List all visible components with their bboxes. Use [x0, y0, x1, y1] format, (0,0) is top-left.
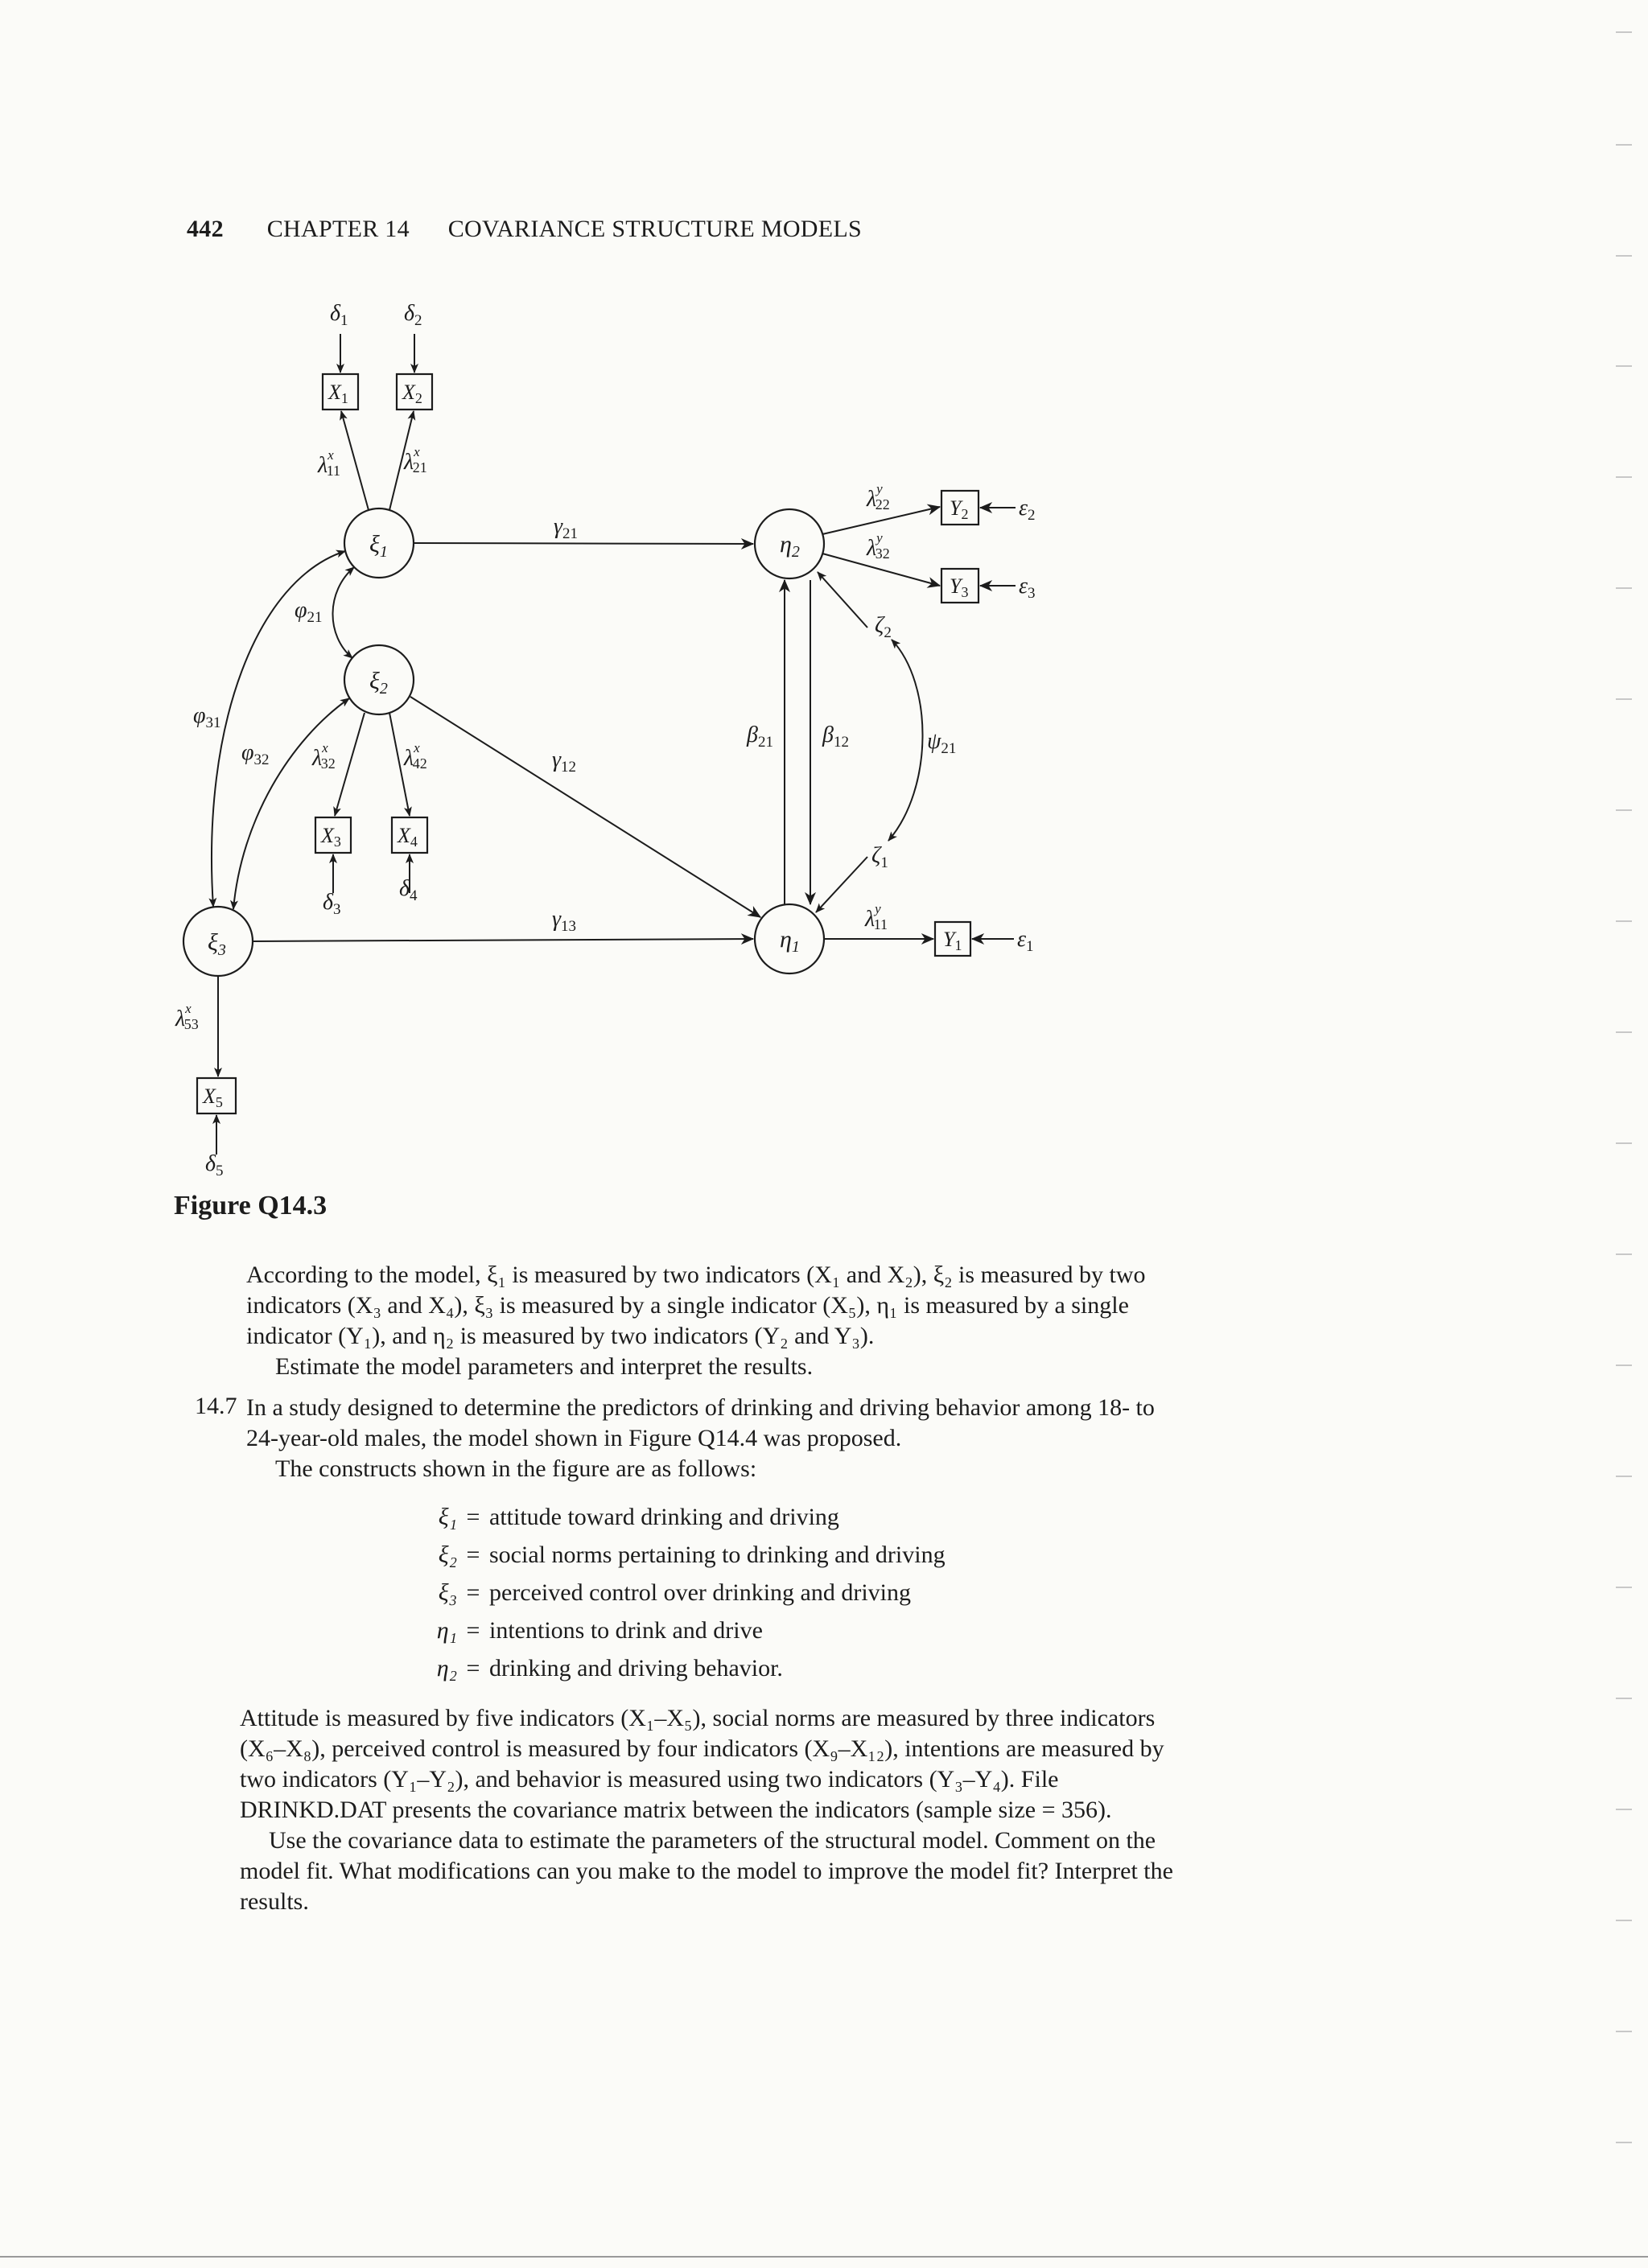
- definition-row: [418, 1649, 946, 1687]
- label-xi1: $\xi_1$: [369, 531, 388, 561]
- definition-row: [418, 1536, 946, 1574]
- definition-symbol: η₁: [436, 1617, 457, 1644]
- label-delta4: $\delta_4$: [399, 876, 418, 904]
- label-lambda32x: $\lambda^x$ 32: [312, 740, 336, 772]
- definition-symbol: ξ₁: [438, 1504, 457, 1530]
- label-eta1: $\eta_1$: [780, 926, 800, 956]
- label-x2: X2: [402, 381, 422, 406]
- label-delta1: $\delta_1$: [330, 301, 348, 329]
- label-lambda42x: $\lambda^x$ 42: [404, 740, 427, 772]
- label-x1: X1: [328, 381, 348, 406]
- label-x4: X4: [398, 824, 418, 850]
- definition-symbol: η₂: [436, 1655, 457, 1681]
- label-x3: X3: [321, 824, 341, 850]
- question-14-7-text: [246, 1393, 1176, 1484]
- model-description-paragraph: According to the model, ξ₁ is measured by two indicators (X₁ and X₂), ξ₂ is measured by two indicators (X₃ and X₄), ξ₃ is measured by a single indicator (X₅), η₁ is measured by a single indicator (Y₁), and η₂ is measured by two indicators (Y₂ and Y₃).: [246, 1262, 1146, 1349]
- equals-sign: =: [466, 1541, 480, 1568]
- constructs-intro: The constructs shown in the figure are as follows:: [275, 1455, 757, 1482]
- label-beta21: $\beta_{21}$: [747, 722, 773, 751]
- bottom-edge-rule: [0, 2256, 1648, 2258]
- label-phi32: $\varphi_{32}$: [241, 740, 270, 768]
- equals-sign: =: [466, 1579, 480, 1606]
- label-lambda53x: $\lambda^x$ 53: [175, 1001, 199, 1032]
- definition-row: [418, 1498, 946, 1536]
- definition-symbol: ξ₃: [438, 1579, 457, 1606]
- label-phi31: $\varphi_{31}$: [193, 703, 221, 731]
- label-xi3: $\xi_3$: [208, 929, 226, 959]
- indicators-paragraph: Attitude is measured by five indicators (X₁–X₅), social norms are measured by three indicators (X₆–X₈), perceived control is measured by four indicators (X₉–X₁₂), intentions are measured by two indicators (Y₁–Y₂), and behavior is measured using two indicators (Y₃–Y₄). File DRINKD.DAT presents the covariance matrix between the indicators (sample size = 356).: [240, 1705, 1164, 1823]
- label-lambda11x: $\lambda^x$ 11: [318, 447, 341, 479]
- equals-sign: =: [466, 1655, 480, 1681]
- label-y2: Y2: [950, 496, 969, 522]
- label-phi21: $\varphi_{21}$: [295, 598, 323, 626]
- definition-text: intentions to drink and drive: [489, 1617, 763, 1644]
- label-lambda11y: $\lambda^y$ 11: [865, 901, 888, 932]
- label-y3: Y3: [950, 574, 969, 600]
- figure-caption: Figure Q14.3: [174, 1191, 328, 1220]
- label-xi2: $\xi_2$: [369, 668, 388, 698]
- margin-scan-marks: [1600, 0, 1648, 2268]
- label-zeta1: $\zeta_1$: [871, 843, 888, 871]
- chapter-title: COVARIANCE STRUCTURE MODELS: [447, 216, 862, 242]
- chapter-label: CHAPTER 14: [266, 216, 410, 242]
- label-eps3: $\varepsilon_3$: [1019, 574, 1036, 602]
- question-number: 14.7: [195, 1393, 237, 1419]
- label-delta3: $\delta_3$: [323, 890, 341, 918]
- label-zeta2: $\zeta_2$: [875, 613, 892, 641]
- label-lambda22y: $\lambda^y$ 22: [867, 481, 890, 512]
- label-eps2: $\varepsilon_2$: [1019, 496, 1036, 524]
- definition-text: drinking and driving behavior.: [489, 1655, 783, 1681]
- equals-sign: =: [466, 1504, 480, 1530]
- question-14-7-closing: [240, 1703, 1176, 1917]
- definition-symbol: ξ₂: [438, 1541, 457, 1568]
- equals-sign: =: [466, 1617, 480, 1644]
- label-delta5: $\delta_5$: [205, 1151, 224, 1179]
- label-lambda21x: $\lambda^x$ 21: [404, 444, 427, 475]
- label-eta2: $\eta_2$: [780, 531, 800, 561]
- page-number: 442: [187, 216, 224, 242]
- label-beta12: $\beta_{12}$: [822, 722, 849, 751]
- label-y1: Y1: [943, 928, 962, 953]
- definition-row: [418, 1574, 946, 1611]
- label-gamma13: $\gamma_{13}$: [552, 907, 577, 935]
- question-14-6-text: [246, 1260, 1176, 1382]
- definition-text: perceived control over drinking and driving: [489, 1579, 912, 1606]
- label-psi21: $\psi_{21}$: [927, 729, 957, 757]
- label-gamma21: $\gamma_{21}$: [554, 514, 579, 542]
- label-x5: X5: [203, 1085, 223, 1110]
- label-gamma12: $\gamma_{12}$: [552, 747, 577, 776]
- label-lambda32y: $\lambda^y$ 32: [867, 530, 890, 562]
- estimate-instruction: Estimate the model parameters and interpret the results.: [275, 1353, 814, 1380]
- study-paragraph: In a study designed to determine the predictors of drinking and driving behavior among 18- to 24-year-old males, the model shown in Figure Q14.4 was proposed.: [246, 1394, 1155, 1451]
- definition-text: attitude toward drinking and driving: [489, 1504, 839, 1530]
- task-paragraph: Use the covariance data to estimate the parameters of the structural model. Comment on the model fit. What modifications can you make to the model to improve the model fit? Interpret the results.: [240, 1827, 1173, 1915]
- label-eps1: $\varepsilon_1$: [1017, 927, 1034, 955]
- definition-text: social norms pertaining to drinking and driving: [489, 1541, 946, 1568]
- construct-definitions: [418, 1498, 946, 1687]
- label-delta2: $\delta_2$: [404, 301, 422, 329]
- definition-row: [418, 1611, 946, 1649]
